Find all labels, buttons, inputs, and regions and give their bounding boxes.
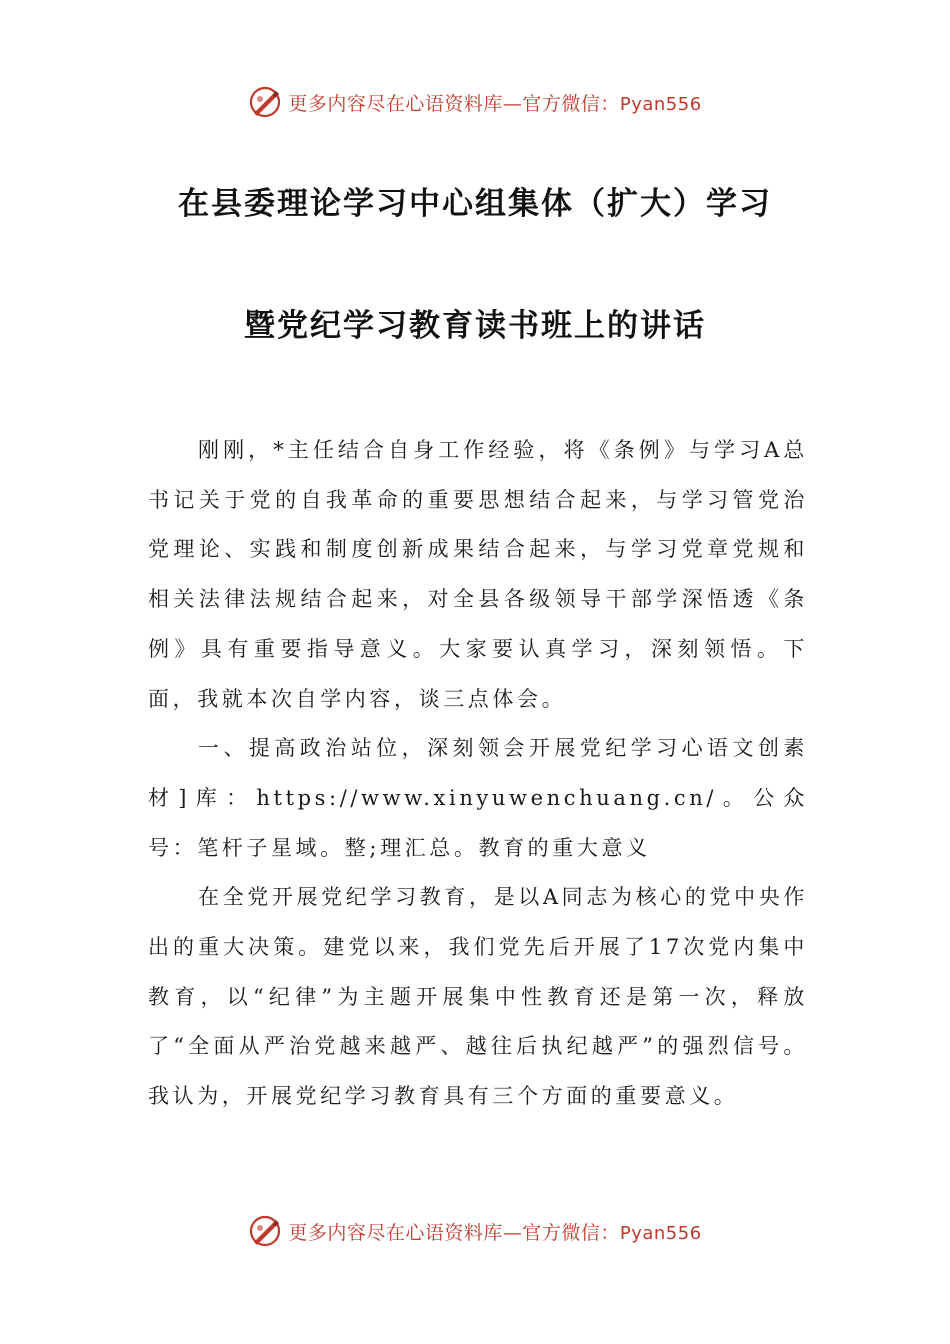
header-watermark [0,82,950,122]
pen-logo-icon [248,1214,282,1248]
pen-logo-icon [248,85,282,119]
watermark-wechat-id: Pyan556 [619,93,702,115]
watermark-wechat-id: Pyan556 [619,1222,702,1244]
footer-watermark [0,1211,950,1251]
paragraph: 刚刚，*主任结合自身工作经验，将《条例》与学习A总书记关于党的自我革命的重要思想结合起来，与学习管党治党理论、实践和制度创新成果结合起来，与学习党章党规和相关法律法规结合起来，对全县各级领导干部学深悟透《条例》具有重要指导意义。大家要认真学习，深刻领悟。下面，我就本次自学内容，谈三点体会。 [148,438,808,711]
paragraph: 在全党开展党纪学习教育，是以A同志为核心的党中央作出的重大决策。建党以来，我们党先后开展了17次党内集中教育，以“纪律”为主题开展集中性教育还是第一次，释放了“全面从严治党越来越严、越往后执纪越严”的强烈信号。我认为，开展党纪学习教育具有三个方面的重要意义。 [148,885,808,1109]
page-title-line2: 暨党纪学习教育读书班上的讲话 [244,308,706,344]
watermark-text: 更多内容尽在心语资料库—官方微信：Pyan556 [288,1221,702,1244]
page-title-line1: 在县委理论学习中心组集体（扩大）学习 [178,186,772,222]
watermark-text: 更多内容尽在心语资料库—官方微信：Pyan556 [288,92,702,115]
body-text [148,426,808,1122]
paragraph: 一、提高政治站位，深刻领会开展党纪学习心语文创素材]库：https://www.xinyuwenchuang.cn/。公众号：笔杆子星域。整;理汇总。教育的重大意义 [148,736,808,860]
